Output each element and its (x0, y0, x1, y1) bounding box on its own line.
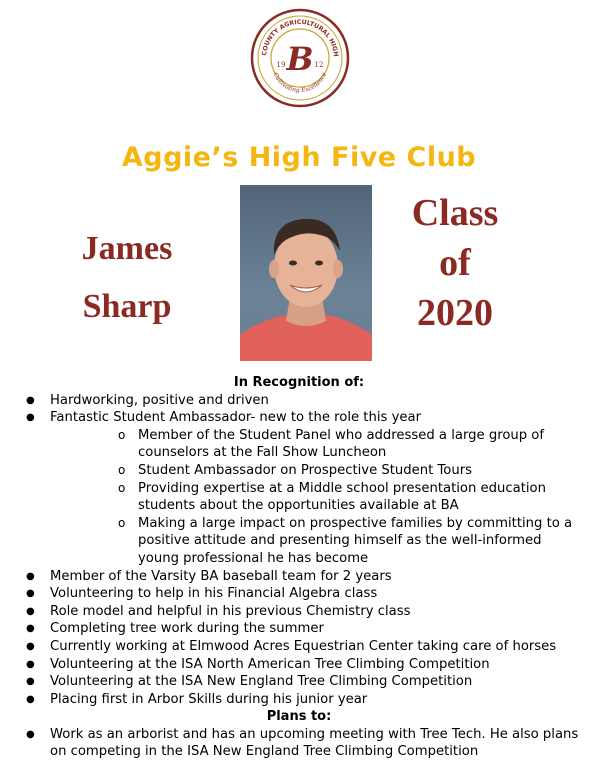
list-item: ● Currently working at Elmwood Acres Equestrian Center taking care of horses (0, 638, 598, 656)
student-first-name: James (81, 230, 173, 267)
list-item: ● Work as an arborist and has an upcoming meeting with Tree Tech. He also plans on competing in the ISA New England Tree Climbing Competition (0, 726, 598, 761)
recognition-list (0, 392, 598, 709)
class-line-1: Class (411, 192, 499, 234)
list-item: ● Member of the Varsity BA baseball team for 2 years (0, 568, 598, 586)
ambassador-sublist (50, 427, 598, 568)
class-line-2: of (439, 242, 471, 284)
recognition-section (0, 374, 598, 761)
student-last-name: Sharp (82, 288, 172, 325)
student-name (52, 220, 202, 336)
plans-heading: Plans to: (266, 709, 332, 725)
seal-motto: Cultivating Excellence (271, 71, 329, 95)
list-item: ● Volunteering to help in his Financial Algebra class (0, 585, 598, 603)
sub-list-item: o Student Ambassador on Prospective Student Tours (50, 462, 598, 480)
school-seal-logo (250, 8, 350, 108)
student-photo (240, 185, 372, 361)
seal-arc-text: COUNTY AGRICULTURAL HIGH (261, 18, 340, 57)
seal-monogram: B (286, 40, 314, 78)
list-item: ● Volunteering at the ISA North American Tree Climbing Competition (0, 656, 598, 674)
recognition-heading: In Recognition of: (233, 375, 365, 390)
plans-list (0, 726, 598, 761)
sub-list-item: o Providing expertise at a Middle school presentation education students about the opportunities available at BA (50, 480, 598, 515)
list-item: ● Volunteering at the ISA New England Tree Climbing Competition (0, 673, 598, 691)
club-title: Aggie’s High Five Club (121, 142, 477, 173)
list-item: ● Role model and helpful in his previous Chemistry class (0, 603, 598, 621)
seal-emblem (250, 8, 350, 108)
sub-list-item: o Member of the Student Panel who addressed a large group of counselors at the Fall Show Luncheon (50, 427, 598, 462)
list-item: ● Placing first in Arbor Skills during his junior year (0, 691, 598, 709)
list-item: ● Hardworking, positive and driven (0, 392, 598, 410)
class-of-year (400, 188, 510, 338)
portrait-illustration (240, 185, 372, 361)
list-item-text: Fantastic Student Ambassador- new to the role this year (50, 410, 421, 426)
seal-year-left: 19 (276, 61, 286, 69)
list-item (0, 409, 598, 567)
seal-year-right: 12 (314, 61, 324, 69)
sub-list-item: o Making a large impact on prospective families by committing to a positive attitude and presenting himself as the well-informed young professional he has become (50, 515, 598, 568)
list-item: ● Completing tree work during the summer (0, 620, 598, 638)
class-line-3: 2020 (417, 292, 493, 334)
